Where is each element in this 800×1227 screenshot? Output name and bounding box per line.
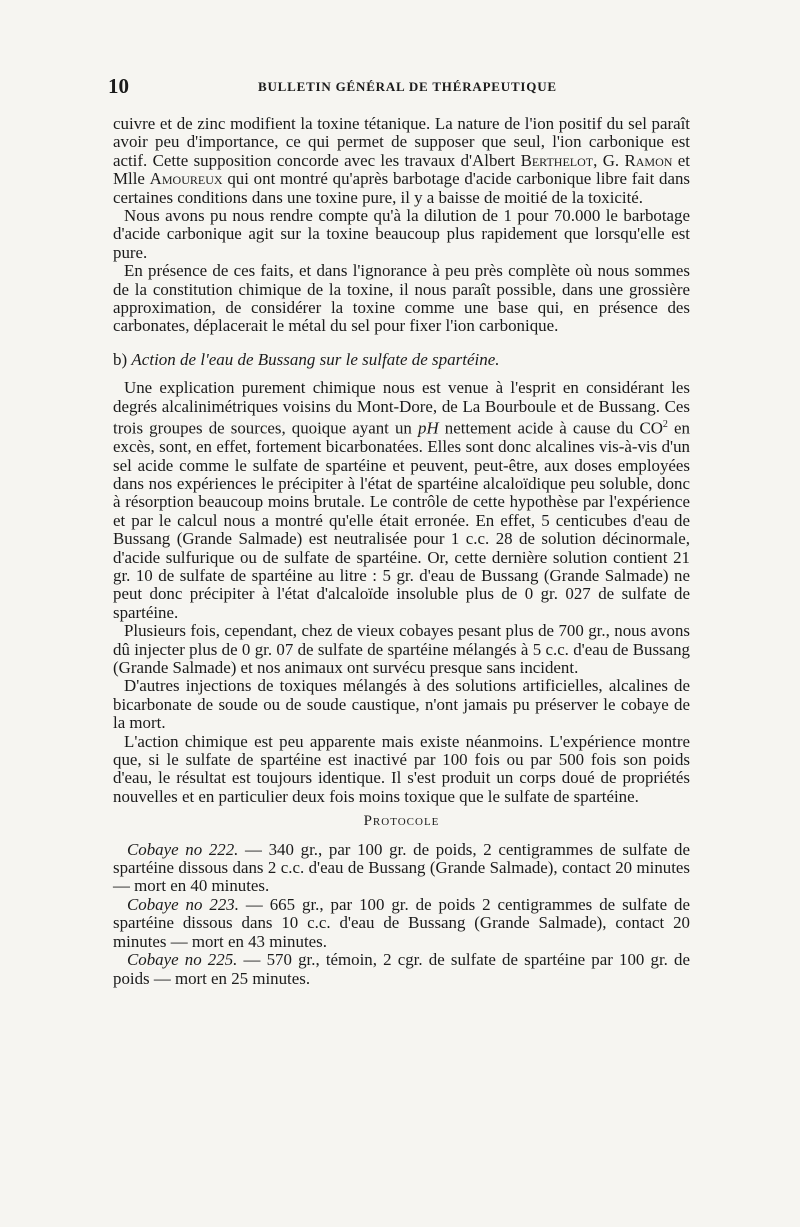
paragraph-1-text-d: qui ont montré qu'après barbotage d'acide carbonique libre fait dans certaines conditions dans une toxine pure, il y a baisse de moitié de la toxicité. bbox=[113, 169, 690, 207]
subheading-letter: b) bbox=[113, 349, 132, 369]
paragraph-7: L'action chimique est peu apparente mais existe néanmoins. L'expérience montre que, si le sulfate de spartéine est inactivé par 100 fois ou par 500 fois son poids d'eau, le résultat est toujours identique. Il s'est produit un corps doué de propriétés nouvelles et en particulier deux fois moins toxique que le sulfate de spartéine. bbox=[113, 731, 690, 806]
protocol-entry-text: — 665 gr., par 100 gr. de poids 2 centigrammes de sulfate de spartéine dissous dans 10 c.c. d'eau de Bussang (Grande Salmade), contact 20 minutes — mort en 43 minutes. bbox=[113, 894, 690, 951]
paragraph-4-text-a: Une explication purement chimique nous est venue à l'esprit en considérant les degrés alcalinimétriques voisins du Mont-Dore, de La Bourboule et de Bussang. Ces trois groupes de sources, quoique ayant un bbox=[113, 378, 690, 438]
ph-term: pH bbox=[418, 418, 439, 438]
protocol-entry bbox=[113, 951, 690, 988]
protocol-entry-text: — 570 gr., témoin, 2 cgr. de sulfate de spartéine par 100 gr. de poids — mort en 25 minutes. bbox=[113, 950, 690, 988]
subheading-title: Action de l'eau de Bussang sur le sulfate de spartéine. bbox=[131, 349, 500, 369]
running-title: BULLETIN GÉNÉRAL DE THÉRAPEUTIQUE bbox=[258, 79, 557, 94]
paragraph-1-text-c: et Mlle bbox=[113, 150, 690, 189]
paragraph-5: Plusieurs fois, cependant, chez de vieux cobayes pesant plus de 700 gr., nous avons dû injecter plus de 0 gr. 07 de sulfate de spartéine mélangés à 5 c.c. d'eau de Bussang (Grande Salmade) et nos animaux ont survécu presque sans incident. bbox=[113, 621, 690, 677]
protocol-list bbox=[113, 841, 690, 988]
co2-superscript: 2 bbox=[662, 419, 668, 431]
paragraph-3: En présence de ces faits, et dans l'ignorance à peu près complète où nous sommes de la constitution chimique de la toxine, il nous paraît possible, dans une grossière approximation, de considérer la toxine comme une base qui, en présence des carbonates, déplacerait le métal du sel pour fixer l'ion carbonique. bbox=[113, 261, 690, 336]
paragraph-4-text-b: nettement acide à cause du CO bbox=[438, 418, 663, 438]
protocol-entry bbox=[113, 841, 690, 896]
section-subheading bbox=[113, 351, 690, 369]
paragraph-2: Nous avons pu nous rendre compte qu'à la dilution de 1 pour 70.000 le barbotage d'acide carbonique agit sur la toxine beaucoup plus rapidement que lorsqu'elle est pure. bbox=[113, 206, 690, 262]
protocol-entry-text: — 340 gr., par 100 gr. de poids, 2 centigrammes de sulfate de spartéine dissous dans 2 c.c. d'eau de Bussang (Grande Salmade), contact 20 minutes — mort en 40 minutes. bbox=[113, 839, 690, 896]
protocol-entry-label: Cobaye no 222. bbox=[127, 839, 239, 859]
page-header bbox=[108, 74, 694, 98]
author-ramon: Ramon bbox=[624, 150, 673, 170]
paragraph-4-text-c: en excès, sont, en effet, fortement bicarbonatées. Elles sont donc alcalines vis-à-vis d'un sel acide comme le sulfate de spartéine et peuvent, peut-être, aux doses employées dans nos expériences le précipiter à l'état de spartéine alcaloïdique peu soluble, donc à résorption beaucoup moins brutale. Le contrôle de cette hypothèse par l'expérience et par le calcul nous a montré qu'elle était erronée. En effet, 5 centicubes d'eau de Bussang (Grande Salmade) est neutralisée pour 1 c.c. 28 de solution décinormale, d'acide sulfurique ou de sulfate de spartéine. Or, cette dernière solution contient 21 gr. 10 de sulfate de spartéine au litre : 5 gr. d'eau de Bussang (Grande Salmade) ne peut donc précipiter à l'état d'alcaloïde insoluble plus de 0 gr. 027 de sulfate de spartéine. bbox=[113, 418, 690, 622]
protocol-entry-label: Cobaye no 225. bbox=[127, 950, 238, 970]
paragraph-6: D'autres injections de toxiques mélangés à des solutions artificielles, alcalines de bicarbonate de soude ou de soude caustique, n'ont jamais pu préserver le cobaye de la mort. bbox=[113, 676, 690, 733]
page-number: 10 bbox=[108, 74, 129, 98]
paragraph-1-text-a: cuivre et de zinc modifient la toxine tétanique. La nature de l'ion positif du sel paraît avoir peu d'importance, ce qui permet de supposer que seul, l'ion carbonique est actif. Cette supposition concorde avec les travaux d'Albert bbox=[113, 114, 690, 170]
protocol-heading: Protocole bbox=[363, 813, 440, 830]
paragraph-4 bbox=[113, 379, 690, 622]
paragraph-1-text-b: , G. bbox=[593, 150, 625, 170]
author-amoureux: Amoureux bbox=[149, 169, 223, 189]
protocol-entry bbox=[113, 896, 690, 951]
author-berthelot: Berthelot bbox=[520, 150, 594, 170]
protocol-entry-label: Cobaye no 223. bbox=[127, 894, 239, 914]
body-text bbox=[113, 115, 690, 988]
paragraph-1 bbox=[113, 115, 690, 207]
